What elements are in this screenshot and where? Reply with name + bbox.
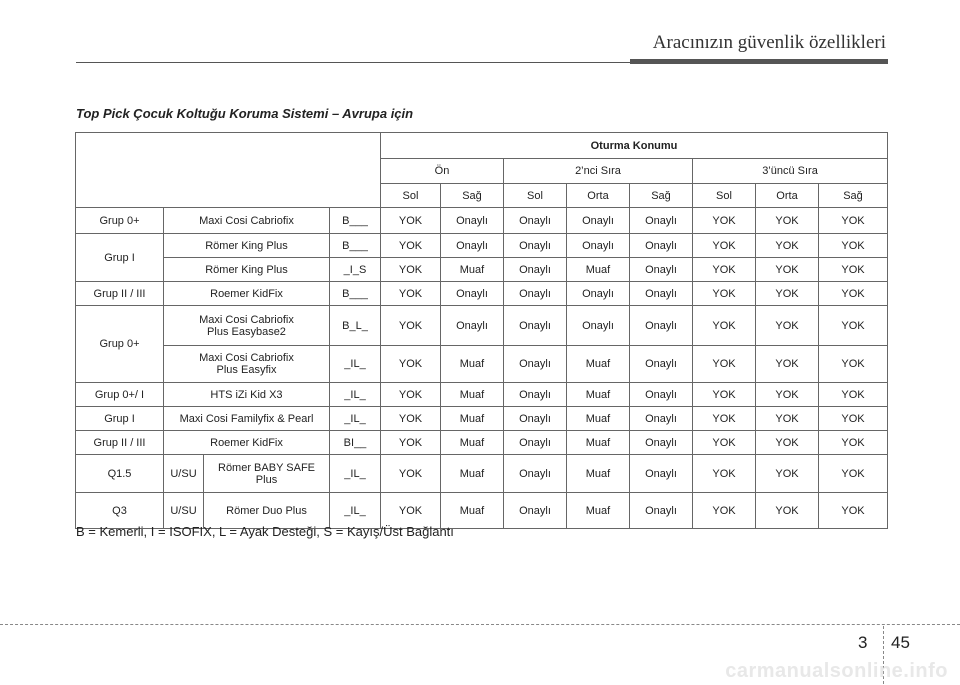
value-cell: YOK [693,431,756,455]
value-cell: YOK [693,282,756,306]
value-cell: YOK [819,208,888,234]
value-cell: Muaf [441,346,504,383]
value-cell: Onaylı [630,431,693,455]
value-cell: YOK [756,282,819,306]
value-cell: Onaylı [504,282,567,306]
code-cell: _IL_ [330,383,381,407]
value-cell: Muaf [441,258,504,282]
group-header-front: Ön [381,159,504,184]
value-cell: Onaylı [504,306,567,346]
footer-rule [0,624,960,625]
seat-line: Plus [255,473,278,486]
value-cell: Onaylı [567,306,630,346]
seat-line: Plus Easyfix [216,364,277,376]
seat-cell [164,346,330,383]
type-cell: U/SU [164,493,204,529]
position-header: Sol [381,184,441,208]
code-cell: B___ [330,208,381,234]
value-cell: YOK [693,493,756,529]
value-cell: Onaylı [630,383,693,407]
value-cell: YOK [819,407,888,431]
position-header: Sağ [819,184,888,208]
value-cell: YOK [381,282,441,306]
value-cell: YOK [381,258,441,282]
position-header: Orta [756,184,819,208]
code-cell: _IL_ [330,493,381,529]
value-cell: Muaf [567,455,630,493]
position-header: Sol [504,184,567,208]
value-cell: Onaylı [504,346,567,383]
value-cell: YOK [381,407,441,431]
value-cell: YOK [381,493,441,529]
chapter-title: Aracınızın güvenlik özellikleri [652,32,886,53]
table-row [76,407,888,431]
value-cell: YOK [693,383,756,407]
value-cell: YOK [381,383,441,407]
child-seat-table [75,132,888,529]
table-corner-cell [76,133,381,208]
table-row [76,282,888,306]
value-cell: Muaf [441,383,504,407]
value-cell: Onaylı [630,282,693,306]
value-cell: YOK [819,234,888,258]
value-cell: Onaylı [441,306,504,346]
table-row [76,306,888,346]
position-header: Orta [567,184,630,208]
value-cell: Onaylı [630,234,693,258]
value-cell: YOK [819,493,888,529]
value-cell: YOK [381,234,441,258]
value-cell: YOK [819,346,888,383]
section-title: Top Pick Çocuk Koltuğu Koruma Sistemi – Avrupa için [76,106,414,121]
value-cell: YOK [381,306,441,346]
value-cell: Onaylı [504,431,567,455]
watermark: carmanualsonline.info [725,660,948,682]
value-cell: Onaylı [504,234,567,258]
group-cell: Grup 0+ [76,306,164,383]
group-cell: Grup 0+/ I [76,383,164,407]
group-cell: Q3 [76,493,164,529]
seat-line: Römer BABY SAFE [218,461,315,474]
code-cell: B___ [330,282,381,306]
seat-line: Maxi Cosi Cabriofix [199,313,294,326]
position-header: Sol [693,184,756,208]
type-cell: U/SU [164,455,204,493]
table-row [76,346,888,383]
value-cell: YOK [381,455,441,493]
code-cell: B___ [330,234,381,258]
value-cell: YOK [756,208,819,234]
value-cell: Onaylı [630,407,693,431]
table-row [76,234,888,258]
group-cell: Grup 0+ [76,208,164,234]
seat-line: Maxi Cosi Cabriofix [199,352,294,364]
seat-cell [204,455,330,493]
seat-line: Plus Easybase2 [207,325,286,338]
value-cell: YOK [756,258,819,282]
value-cell: Onaylı [630,258,693,282]
chapter-number: 3 [858,633,868,652]
value-cell: Onaylı [630,455,693,493]
group-header-third-row: 3’üncü Sıra [693,159,888,184]
seat-cell: Roemer KidFix [164,282,330,306]
code-cell: _IL_ [330,346,381,383]
code-cell: _IL_ [330,455,381,493]
value-cell: YOK [381,431,441,455]
seat-cell: Römer King Plus [164,234,330,258]
value-cell: YOK [819,383,888,407]
value-cell: Muaf [567,407,630,431]
value-cell: YOK [693,346,756,383]
seat-cell: Maxi Cosi Familyfix & Pearl [164,407,330,431]
header-rule-bar [630,59,888,64]
value-cell: YOK [693,258,756,282]
table-row [76,431,888,455]
group-cell: Grup II / III [76,431,164,455]
group-cell: Grup I [76,407,164,431]
value-cell: Onaylı [441,282,504,306]
value-cell: Onaylı [630,346,693,383]
value-cell: Muaf [567,431,630,455]
value-cell: Muaf [441,431,504,455]
value-cell: YOK [756,234,819,258]
value-cell: YOK [381,346,441,383]
value-cell: Onaylı [567,208,630,234]
seat-cell: Römer Duo Plus [204,493,330,529]
table-row [76,258,888,282]
value-cell: Muaf [567,383,630,407]
seating-position-header: Oturma Konumu [381,133,888,159]
position-header: Sağ [630,184,693,208]
code-cell: BI__ [330,431,381,455]
value-cell: YOK [819,431,888,455]
value-cell: Onaylı [567,234,630,258]
value-cell: Onaylı [504,383,567,407]
seat-cell [164,306,330,346]
value-cell: YOK [819,455,888,493]
value-cell: YOK [756,455,819,493]
value-cell: Muaf [567,258,630,282]
group-cell: Grup I [76,234,164,282]
table-row [76,383,888,407]
value-cell: YOK [693,208,756,234]
value-cell: YOK [819,258,888,282]
value-cell: YOK [756,431,819,455]
table-header-row [76,133,888,159]
code-cell: _I_S [330,258,381,282]
table-row [76,208,888,234]
seat-cell: Römer King Plus [164,258,330,282]
value-cell: Onaylı [504,208,567,234]
footnote: B = Kemerli, I = ISOFIX, L = Ayak Desteği, S = Kayış/Üst Bağlantı [76,524,454,539]
value-cell: Muaf [567,493,630,529]
value-cell: Onaylı [504,455,567,493]
value-cell: Muaf [441,493,504,529]
value-cell: Onaylı [630,493,693,529]
value-cell: Onaylı [504,407,567,431]
value-cell: Onaylı [567,282,630,306]
value-cell: Onaylı [630,306,693,346]
value-cell: YOK [756,346,819,383]
value-cell: YOK [693,306,756,346]
seat-cell: Roemer KidFix [164,431,330,455]
value-cell: YOK [693,455,756,493]
value-cell: Onaylı [630,208,693,234]
code-cell: B_L_ [330,306,381,346]
group-header-second-row: 2’nci Sıra [504,159,693,184]
group-cell: Q1.5 [76,455,164,493]
table-row [76,455,888,493]
value-cell: YOK [693,407,756,431]
seat-cell: Maxi Cosi Cabriofix [164,208,330,234]
page-number: 45 [891,633,910,652]
value-cell: YOK [693,234,756,258]
value-cell: YOK [756,383,819,407]
value-cell: Onaylı [504,258,567,282]
value-cell: YOK [819,282,888,306]
seat-cell: HTS iZi Kid X3 [164,383,330,407]
value-cell: YOK [756,407,819,431]
value-cell: YOK [756,306,819,346]
value-cell: YOK [819,306,888,346]
value-cell: Onaylı [441,234,504,258]
code-cell: _IL_ [330,407,381,431]
value-cell: Muaf [567,346,630,383]
value-cell: YOK [381,208,441,234]
value-cell: Muaf [441,455,504,493]
group-cell: Grup II / III [76,282,164,306]
value-cell: YOK [756,493,819,529]
value-cell: Onaylı [441,208,504,234]
value-cell: Onaylı [504,493,567,529]
value-cell: Muaf [441,407,504,431]
position-header: Sağ [441,184,504,208]
